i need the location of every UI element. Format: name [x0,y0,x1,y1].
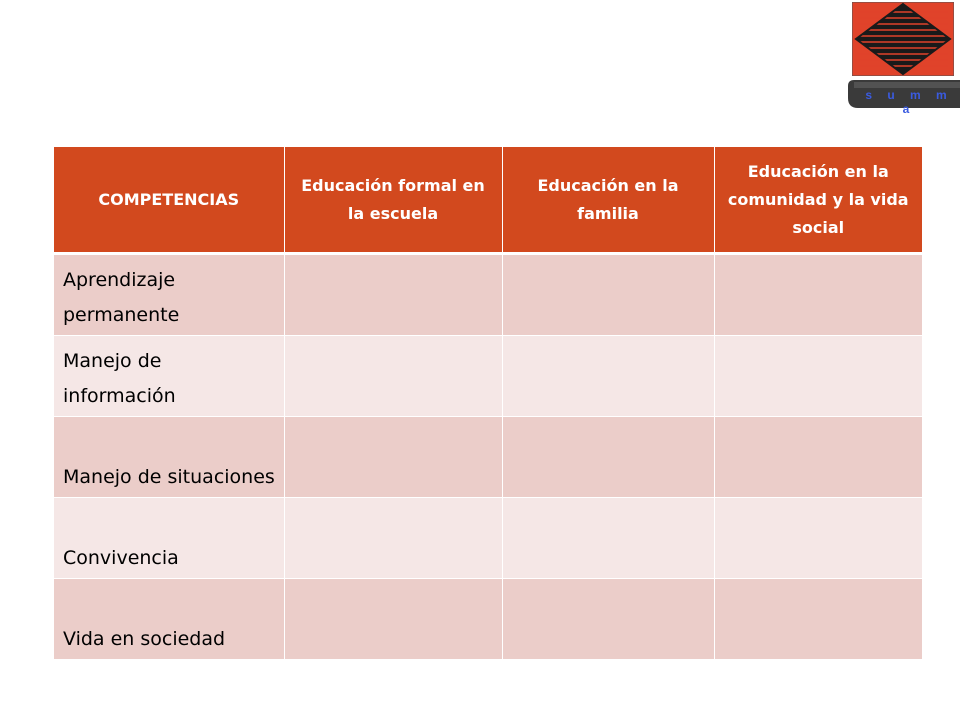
header-educacion-familia: Educación en la familia [502,147,714,254]
table-cell [284,336,502,417]
table-header-row [54,147,922,254]
table-cell [714,417,922,498]
table-cell [714,579,922,660]
table-cell [284,579,502,660]
summa-diamond-logo-icon [852,2,954,76]
table-cell [284,498,502,579]
row-label: Manejo de información [54,336,284,417]
table-cell [284,417,502,498]
table-cell [714,336,922,417]
table-cell [502,336,714,417]
table-cell [502,417,714,498]
header-educacion-escuela: Educación formal en la escuela [284,147,502,254]
table-row [54,417,922,498]
header-educacion-comunidad: Educación en la comunidad y la vida social [714,147,922,254]
row-label: Convivencia [54,498,284,579]
header-competencias: COMPETENCIAS [54,147,284,254]
table-cell [284,254,502,336]
competencias-table [54,147,922,660]
row-label: Manejo de situaciones [54,417,284,498]
table-cell [502,498,714,579]
table-row [54,336,922,417]
table-row [54,579,922,660]
table-row [54,498,922,579]
summa-logo-text: s u m m a [865,88,953,116]
row-label: Vida en sociedad [54,579,284,660]
table-row [54,254,922,336]
table-cell [714,254,922,336]
table-cell [502,254,714,336]
table-cell [714,498,922,579]
summa-logo [848,0,960,116]
table-cell [502,579,714,660]
row-label: Aprendizaje permanente [54,254,284,336]
